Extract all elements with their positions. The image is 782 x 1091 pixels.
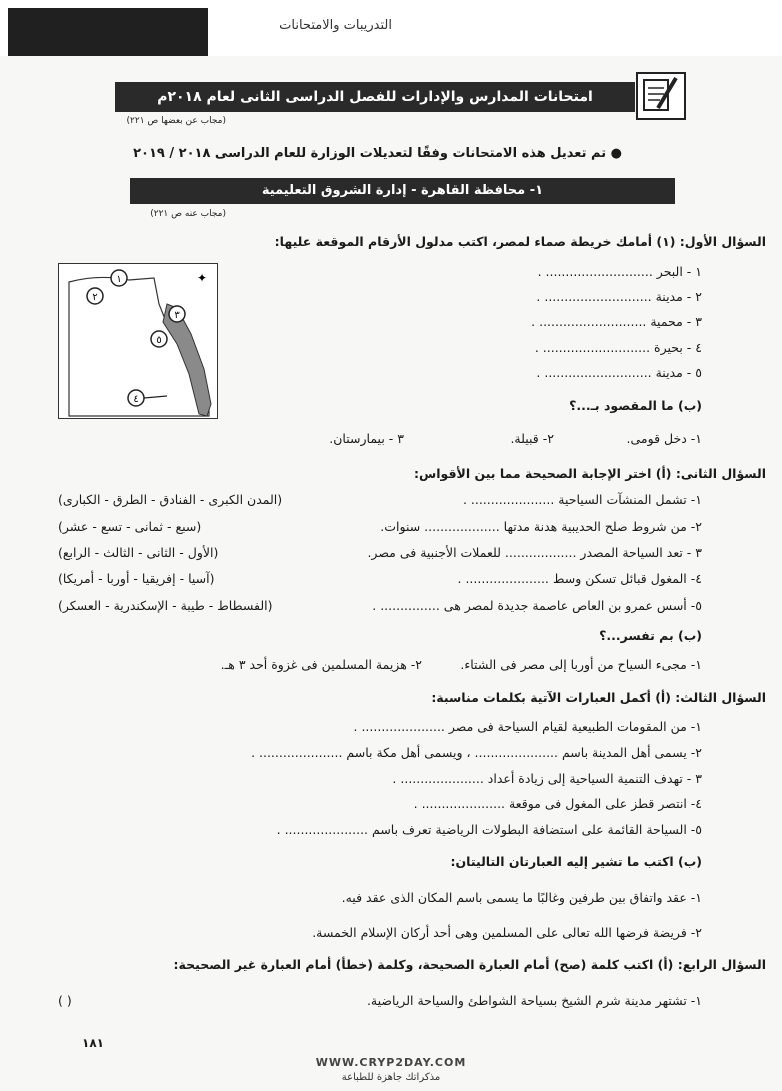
q1-b-heading: (ب) ما المقصود بـ...؟ bbox=[569, 398, 702, 413]
q1-item-3: ٣ - محمية ........................... . bbox=[531, 314, 702, 329]
q2-item-3: ٣ - تعد السياحة المصدر .................. للعملات الأجنبية فى مصر. bbox=[367, 545, 702, 560]
page-number: ١٨١ bbox=[82, 1036, 104, 1050]
q3-item-5: ٥- السياحة القائمة على استضافة البطولات الرياضية تعرف باسم ..................... . bbox=[276, 822, 702, 837]
q2-options-3: (الأول - الثانى - الثالث - الرابع) bbox=[58, 545, 219, 560]
q2-item-1: ١- تشمل المنشآت السياحية ..................... . bbox=[462, 492, 702, 507]
q1-b-item-2: ٢- قبيلة. bbox=[510, 431, 554, 446]
q4-heading: السؤال الرابع: (أ) اكتب كلمة (صح) أمام العبارة الصحيحة، وكلمة (خطأ) أمام العبارة غير الصحيحة: bbox=[173, 957, 766, 972]
q2-options-2: (سبع - ثمانى - تسع - عشر) bbox=[58, 519, 202, 534]
governorate-banner: ١- محافظة القاهرة - إدارة الشروق التعليمية bbox=[130, 178, 675, 204]
banner-note: (مجاب عن بعضها ص ٢٢١) bbox=[126, 116, 226, 126]
q2-item-4: ٤- المغول قبائل تسكن وسط ..................... . bbox=[457, 571, 702, 586]
north-star-icon: ✦ bbox=[196, 271, 207, 285]
q3-item-3: ٣ - تهدف التنمية السياحية إلى زيادة أعداد ..................... . bbox=[392, 771, 702, 786]
governorate-note: (مجاب عنه ص ٢٢١) bbox=[150, 209, 226, 219]
map-marker-2 bbox=[87, 288, 103, 304]
q2-b-heading: (ب) بم تفسر...؟ bbox=[599, 628, 702, 643]
pen-icon bbox=[636, 72, 686, 120]
map-label-3: ٣ bbox=[174, 310, 180, 321]
q2-item-5: ٥- أسس عمرو بن العاص عاصمة جديدة لمصر هى ............... . bbox=[372, 598, 702, 613]
q1-b-item-3: ٣ - بيمارستان. bbox=[329, 431, 404, 446]
map-marker-3 bbox=[169, 306, 185, 322]
map-label-2: ٢ bbox=[92, 292, 98, 303]
map-label-4: ٤ bbox=[133, 394, 139, 405]
map-marker-5 bbox=[151, 331, 167, 347]
egypt-blank-map bbox=[58, 263, 218, 419]
q2-options-5: (الفسطاط - طيبة - الإسكندرية - العسكر) bbox=[58, 598, 273, 613]
q1-item-2: ٢ - مدينة ........................... . bbox=[536, 289, 702, 304]
q3-heading: السؤال الثالث: (أ) أكمل العبارات الآتية بكلمات مناسبة: bbox=[431, 690, 766, 705]
q2-heading: السؤال الثانى: (أ) اختر الإجابة الصحيحة مما بين الأقواس: bbox=[413, 466, 766, 481]
q1-item-4: ٤ - بحيرة ........................... . bbox=[534, 340, 702, 355]
q2-b-item-2: ٢- هزيمة المسلمين فى غزوة أحد ٣ هـ. bbox=[220, 657, 422, 672]
map-label-5: ٥ bbox=[156, 335, 162, 346]
q4-item-1: ١- تشتهر مدينة شرم الشيخ بسياحة الشواطئ والسياحة الرياضية. bbox=[366, 993, 702, 1008]
q3-b-item-2: ٢- فريضة فرضها الله تعالى على المسلمين وهى أحد أركان الإسلام الخمسة. bbox=[312, 925, 702, 940]
q1-b-item-1: ١- دخل قومى. bbox=[626, 431, 702, 446]
q2-item-2: ٢- من شروط صلح الحديبية هدنة مدتها ................... سنوات. bbox=[380, 519, 702, 534]
footer-tagline: مذكراتك جاهزة للطباعة bbox=[341, 1072, 441, 1083]
header-dark-block bbox=[8, 8, 208, 56]
q3-item-1: ١- من المقومات الطبيعية لقيام السياحة فى مصر ..................... . bbox=[353, 719, 702, 734]
q1-item-5: ٥ - مدينة ........................... . bbox=[536, 365, 702, 380]
footer-url: WWW.CRYP2DAY.COM bbox=[315, 1056, 467, 1069]
q2-options-1: (المدن الكبرى - الفنادق - الطرق - الكبارى) bbox=[58, 492, 283, 507]
q1-heading: السؤال الأول: (١) أمامك خريطة صماء لمصر، اكتب مدلول الأرقام الموقعة عليها: bbox=[274, 234, 766, 249]
q1-item-1: ١ - البحر ........................... . bbox=[537, 264, 702, 279]
section-title: التدريبات والامتحانات bbox=[279, 18, 392, 33]
exam-banner: امتحانات المدارس والإدارات للفصل الدراسى الثانى لعام ٢٠١٨م bbox=[115, 82, 635, 112]
q3-item-4: ٤- انتصر قطز على المغول فى موقعة ..................... . bbox=[413, 796, 702, 811]
intro-note: ● تم تعديل هذه الامتحانات وفقًا لتعديلات الوزارة للعام الدراسى ٢٠١٨ / ٢٠١٩ bbox=[133, 146, 622, 161]
map-marker-1 bbox=[111, 270, 127, 286]
map-marker-4 bbox=[128, 390, 167, 406]
q3-b-item-1: ١- عقد واتفاق بين طرفين وغالبًا ما يسمى باسم المكان الذى عقد فيه. bbox=[341, 890, 702, 905]
q3-item-2: ٢- يسمى أهل المدينة باسم ..................... ، ويسمى أهل مكة باسم ..................... . bbox=[251, 745, 702, 760]
q4-answer-box-1: ( ) bbox=[58, 993, 72, 1008]
q3-b-heading: (ب) اكتب ما تشير إليه العبارتان التاليتان: bbox=[450, 854, 702, 869]
q2-b-item-1: ١- مجىء السياح من أوربا إلى مصر فى الشتاء. bbox=[460, 657, 702, 672]
map-label-1: ١ bbox=[116, 274, 122, 285]
q2-options-4: (آسيا - إفريقيا - أوربا - أمريكا) bbox=[58, 571, 215, 586]
